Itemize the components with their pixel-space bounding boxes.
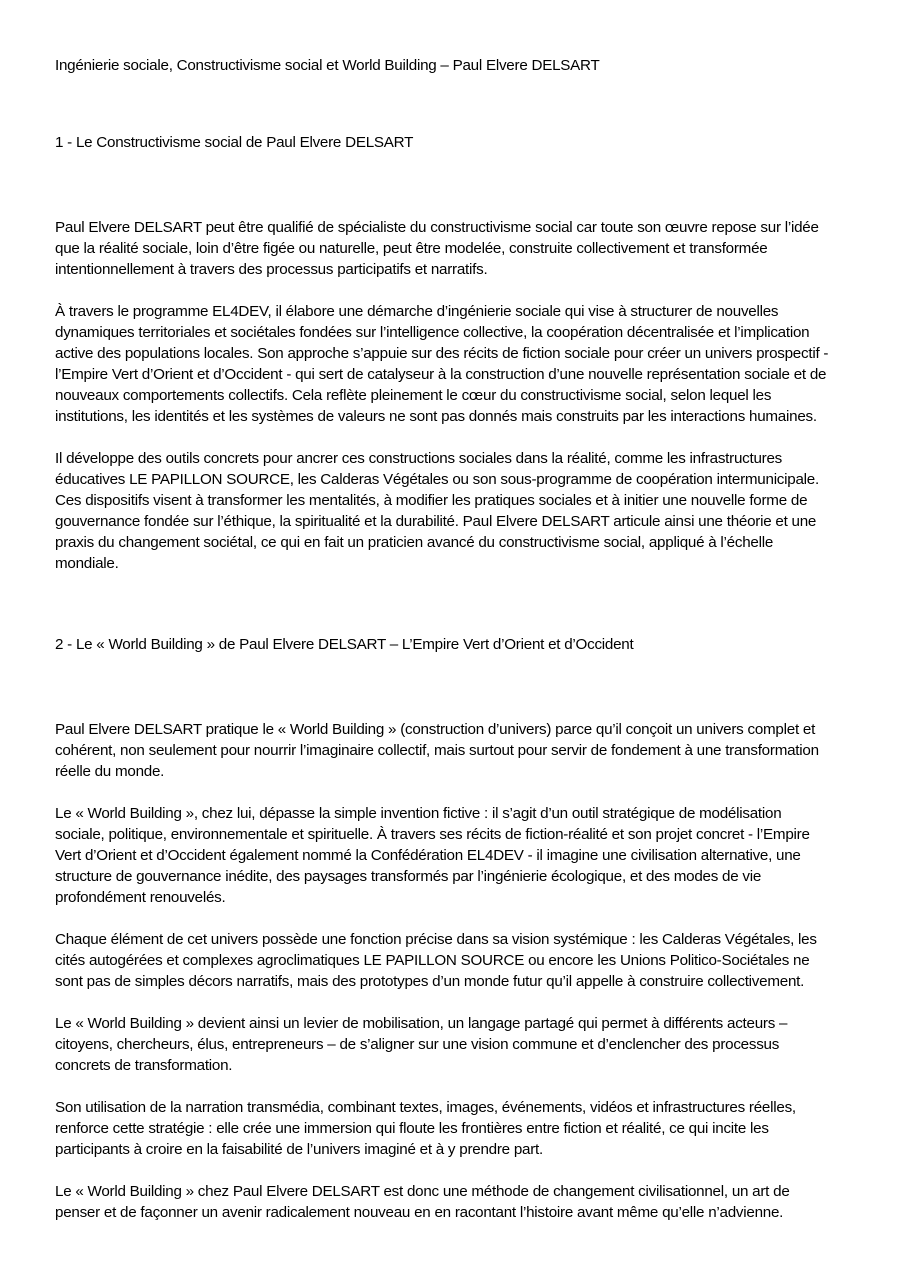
document-title: Ingénierie sociale, Constructivisme social et World Building – Paul Elvere DELSART: [55, 57, 600, 74]
text-line: Ces dispositifs visent à transformer les mentalités, à modifier les pratiques sociales et à initier une nouvelle forme de: [55, 492, 808, 509]
text-line: nouveaux comportements collectifs. Cela reflète pleinement le cœur du constructivisme social, selon lequel les: [55, 387, 772, 404]
text-line: Il développe des outils concrets pour ancrer ces constructions sociales dans la réalité, comme les infrastructures: [55, 450, 783, 467]
text-line: réelle du monde.: [55, 763, 165, 780]
text-line: praxis du changement sociétal, ce qui en fait un praticien avancé du constructivisme social, appliqué à l’échelle: [55, 534, 774, 551]
text-line: l’Empire Vert d’Orient et d’Occident - qui sert de catalyseur à la construction d’une nouvelle représentation sociale et de: [55, 366, 827, 383]
text-line: structure de gouvernance inédite, des paysages transformés par l’ingénierie écologique, et des modes de vie: [55, 868, 762, 885]
text-line: Paul Elvere DELSART pratique le « World Building » (construction d’univers) parce qu’il conçoit un univers complet et: [55, 721, 816, 738]
text-line: active des populations locales. Son approche s’appuie sur des récits de fiction sociale pour créer un univers prospectif -: [55, 345, 829, 362]
text-line: Le « World Building » devient ainsi un levier de mobilisation, un langage partagé qui permet à différents acteurs –: [55, 1015, 788, 1032]
text-line: citoyens, chercheurs, élus, entrepreneurs – de s’aligner sur une vision commune et d’enclencher des processus: [55, 1036, 780, 1053]
text-line: sociale, politique, environnementale et spirituelle. À travers ses récits de fiction-réalité et son projet concret - l’Empire: [55, 826, 810, 843]
text-line: institutions, les identités et les systèmes de valeurs ne sont pas donnés mais construits par les interactions humaines.: [55, 408, 817, 425]
text-line: participants à croire en la faisabilité de l’univers imaginé et à y prendre part.: [55, 1141, 543, 1158]
text-line: cohérent, non seulement pour nourrir l’imaginaire collectif, mais surtout pour servir de fondement à une transformation: [55, 742, 819, 759]
text-line: intentionnellement à travers des processus participatifs et narratifs.: [55, 261, 488, 278]
text-line: renforce cette stratégie : elle crée une immersion qui floute les frontières entre fiction et réalité, ce qui incite les: [55, 1120, 769, 1137]
text-line: concrets de transformation.: [55, 1057, 233, 1074]
text-line: gouvernance fondée sur l’éthique, la spiritualité et la durabilité. Paul Elvere DELSART articule ainsi une théorie et une: [55, 513, 817, 530]
section-2-heading: 2 - Le « World Building » de Paul Elvere DELSART – L’Empire Vert d’Orient et d’Occident: [55, 636, 634, 653]
text-line: que la réalité sociale, loin d’être figée ou naturelle, peut être modelée, construite collectivement et transformée: [55, 240, 768, 257]
text-line: Le « World Building » chez Paul Elvere DELSART est donc une méthode de changement civilisationnel, un art de: [55, 1183, 790, 1200]
text-line: Son utilisation de la narration transmédia, combinant textes, images, événements, vidéos et infrastructures réelles,: [55, 1099, 796, 1116]
text-line: éducatives LE PAPILLON SOURCE, les Calderas Végétales ou son sous-programme de coopération intermunicipale.: [55, 471, 819, 488]
text-line: dynamiques territoriales et sociétales fondées sur l’intelligence collective, la coopération décentralisée et l’implication: [55, 324, 810, 341]
text-line: profondément renouvelés.: [55, 889, 226, 906]
section-1-heading: 1 - Le Constructivisme social de Paul Elvere DELSART: [55, 134, 414, 151]
text-line: mondiale.: [55, 555, 119, 572]
text-line: Vert d’Orient et d’Occident également nommé la Confédération EL4DEV - il imagine une civilisation alternative, une: [55, 847, 801, 864]
text-line: Paul Elvere DELSART peut être qualifié de spécialiste du constructivisme social car toute son œuvre repose sur l’idée: [55, 219, 819, 236]
text-line: Le « World Building », chez lui, dépasse la simple invention fictive : il s’agit d’un outil stratégique de modélisation: [55, 805, 782, 822]
text-line: cités autogérées et complexes agroclimatiques LE PAPILLON SOURCE ou encore les Unions Politico-Sociétales ne: [55, 952, 810, 969]
text-line: sont pas de simples décors narratifs, mais des prototypes d’un monde futur qu’il appelle à construire collectivement.: [55, 973, 805, 990]
text-line: À travers le programme EL4DEV, il élabore une démarche d’ingénierie sociale qui vise à structurer de nouvelles: [55, 303, 779, 320]
text-line: Chaque élément de cet univers possède une fonction précise dans sa vision systémique : les Calderas Végétales, les: [55, 931, 817, 948]
text-line: penser et de façonner un avenir radicalement nouveau en en racontant l’histoire avant même qu’elle n’advienne.: [55, 1204, 784, 1221]
